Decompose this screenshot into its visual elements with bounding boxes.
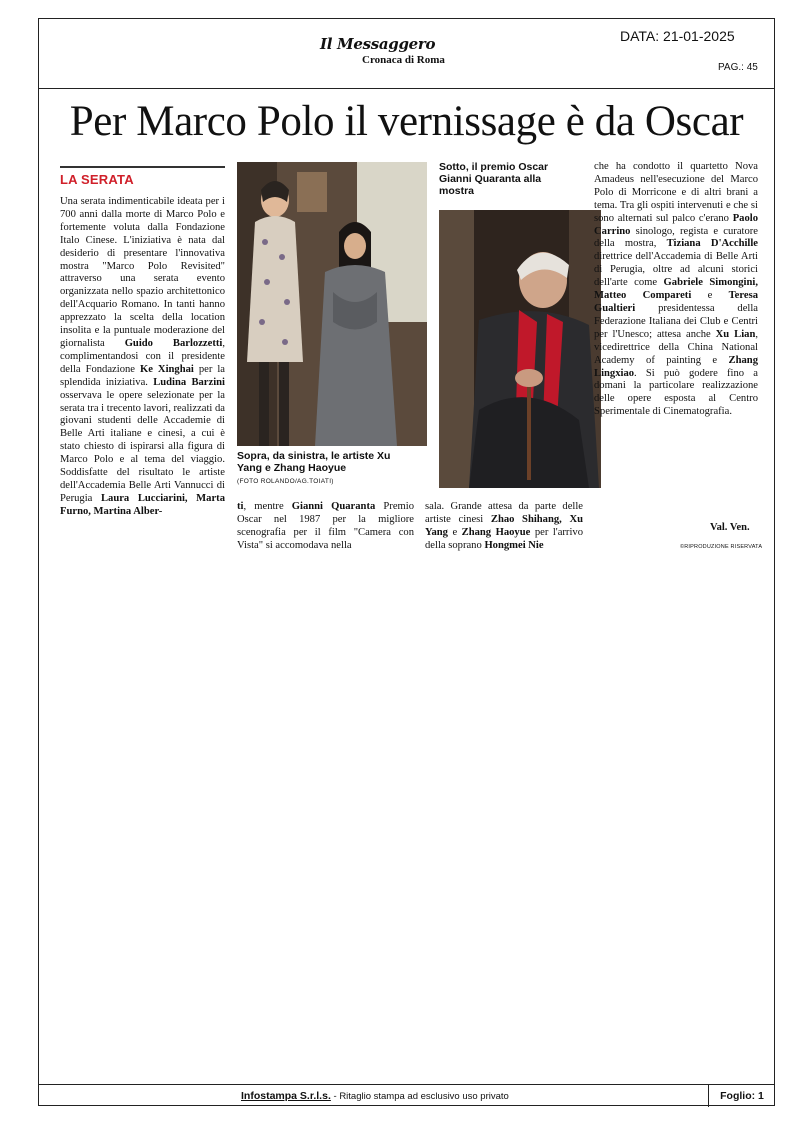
body-text: per la splendida iniziativa. [60,363,225,388]
footer-note [241,1090,509,1102]
body-text: direttrice dell'Accademia di Belle Arti di Perugia, oltre ad alcuni storici dell'arte come [594,251,758,289]
body-text: per l'arrivo della soprano [425,526,583,551]
person-name: Hongmei Nie [484,539,544,551]
article-headline: Per Marco Polo il vernissage è da Oscar [69,98,744,145]
person-name: Guido Barlozzetti [124,337,223,349]
person-name: Paolo Carrino [594,212,758,237]
photo-caption-right: Sotto, il premio Oscar Gianni Quaranta alla mostra [439,161,549,197]
body-text: sala. Grande attesa da parte delle artiste cinesi [425,501,583,525]
person-name: Laura Lucciarini, Marta Furno, Martina Alber- [60,492,225,517]
article-column-4 [594,161,758,419]
article-kicker: LA SERATA [60,166,225,187]
body-text: Premio Oscar nel 1987 per la migliore scenografia per il film "Camera con Vista" si accomodava nella [237,501,415,551]
body-text: osservava le opere selezionate per la serata tra i trecento lavori, realizzati da giovani studenti delle Accademie di Belle Arti italiane e cinesi, a cui è stato chiesto di ispirarsi alla figura di Marco Polo e al tema del viaggio. Soddisfatte del risultato le artiste dell'Accademia Belle Arti Vannucci di Perugia [60,389,225,504]
clipping-page: PAG.: 45 [718,62,758,73]
article-column-2 [237,501,414,553]
person-name: Gianni Quaranta [291,501,376,512]
newspaper-logo: Il Messaggero [320,35,436,53]
photo-gianni-quaranta [439,210,601,488]
body-text: e [691,290,729,302]
footer-company-link[interactable]: Infostampa S.r.l.s. [241,1090,331,1102]
person-name: Ke Xinghai [140,363,194,375]
article-column-3 [425,501,583,553]
person-name: Ludina Barzini [153,376,225,388]
rights-notice: ©RIPRODUZIONE RISERVATA [680,544,763,550]
masthead [320,35,490,66]
person-name: Xu Lian [715,328,756,340]
footer-disclaimer: - Ritaglio stampa ad esclusivo uso privato [330,1091,509,1102]
newspaper-section: Cronaca di Roma [362,54,445,66]
body-text: , mentre [243,501,292,512]
body-text: che ha condotto il quartetto Nova Amadeus nell'esecuzione del Marco Polo di Morricone e di altri brani a tema. Tra gli ospiti intervenuti e che si sono alternati sul palco c'erano [594,161,758,224]
clipping-date: DATA: 21-01-2025 [620,28,735,44]
person-name: Teresa Gualtieri [594,290,758,314]
person-name: Zhang Haoyue [461,526,531,538]
header-divider [38,88,775,89]
body-text: . Si può godere fino a domani la particolare realizzazione delle opere esposta al Centro Sperimentale di Cinematografia. [594,367,758,418]
photo-artists [237,162,427,446]
photo-caption-left: Sopra, da sinistra, le artiste Xu Yang e Zhang Haoyue [237,450,391,474]
person-name: Zhang Lingxiao [594,354,758,379]
body-text: presidentessa della Federazione Italiana dei Club e Centri per l'Unesco; attesa anche [594,302,758,340]
body-text: e [447,526,462,538]
footer-sheet-number: Foglio: 1 [708,1085,775,1107]
page-footer [38,1084,775,1107]
body-text: sinologo, regista e curatore della mostra, [594,225,758,250]
person-name: Zhao Shihang, Xu Yang [425,513,583,538]
person-name: ti [237,501,244,512]
body-text: , vicedirettrice della China National Academy of painting e [594,328,758,366]
body-text: , complimentandosi con il presidente della Fondazione [60,337,225,375]
body-text: Una serata indimenticabile ideata per i 700 anni dalla morte di Marco Polo e fortemente voluta dalla Fondazione Italo Cinese. L'iniziativa è nata dal desiderio di presentare l'innovativa mostra "Marco Polo Revisited" attraverso una serata evento organizzata nello spazio architettonico dell'Acquario Romano. In tanti hanno apprezzato la scelta della location insolita e la puntuale moderazione del giornalista [60,196,225,349]
author-signature: Val. Ven. [710,522,750,533]
person-name: Gabriele Simongini, Matteo Compareti [594,277,758,302]
article-column-1 [60,196,225,519]
photo-credit: (FOTO ROLANDO/AG.TOIATI) [237,478,334,485]
person-name: Tiziana D'Acchille [666,238,758,250]
